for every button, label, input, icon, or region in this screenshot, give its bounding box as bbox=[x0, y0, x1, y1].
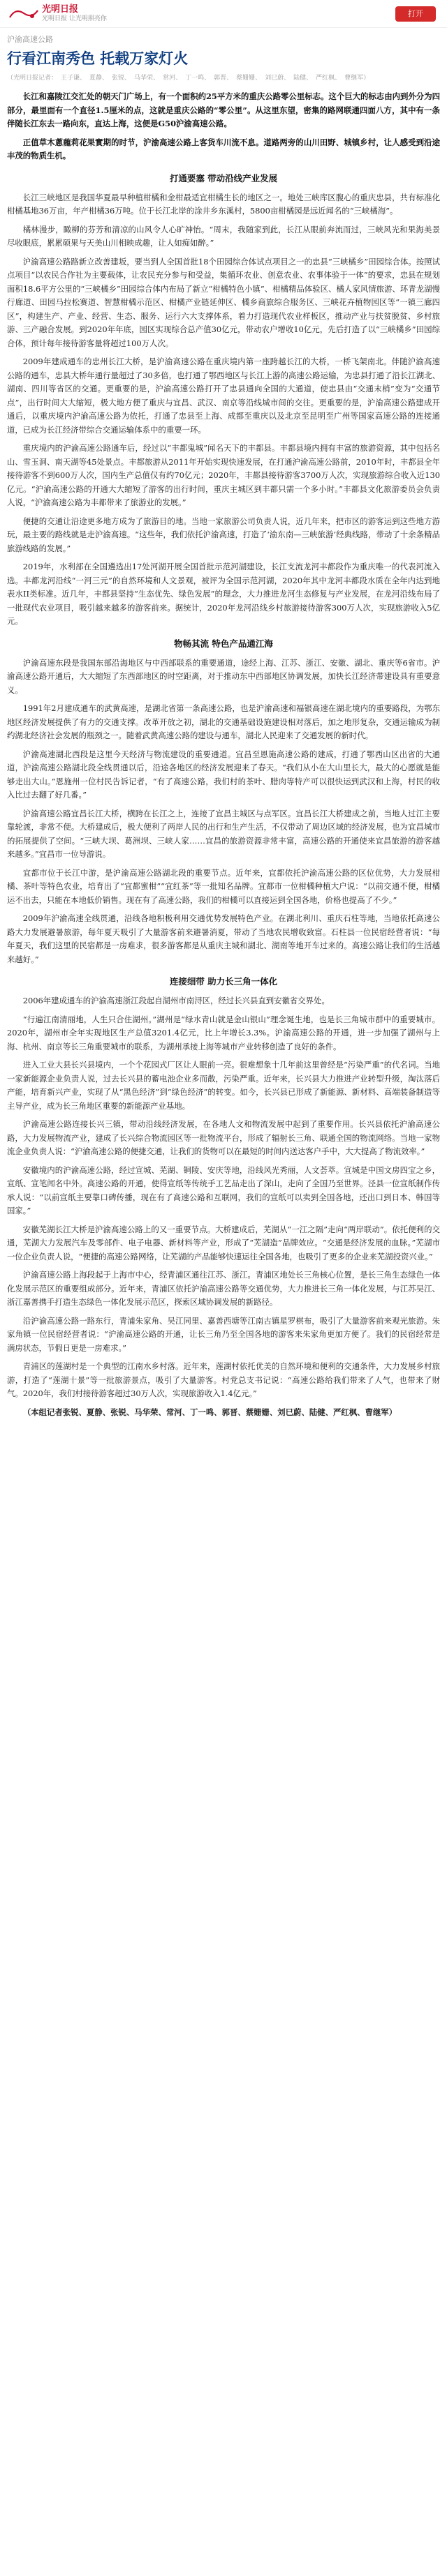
brand-logo-icon bbox=[8, 6, 39, 22]
open-app-button[interactable]: 打开 bbox=[395, 6, 436, 22]
body-paragraph: 沿沪渝高速公路一路东行，青浦朱家角、吴江同里、嘉善西塘等江南古镇星罗棋布，吸引了大量游客前来观光旅游。朱家角镇一位民宿经营者说：“沪渝高速公路的开通，让长三角乃至全国各地的游客来朱家角更加方便了。我们的民宿经常是满房状态，节假日更是一房难求。” bbox=[7, 1315, 440, 1353]
meta-item: 夏静、 bbox=[89, 75, 109, 82]
body-paragraph: 青浦区的莲湖村是一个典型的江南水乡村落。近年来，莲湖村依托优美的自然环境和便利的交通条件，大力发展乡村旅游，打造了“莲湖十景”等一批旅游景点，吸引了大量游客。村党总支书记说：“高速公路给我们带来了人气，也带来了财气。2020年，我们村接待游客超过30万人次，实现旅游收入1.4亿元。” bbox=[7, 1361, 440, 1398]
meta-item: 曹继军） bbox=[344, 75, 370, 82]
body-paragraph: 2006年建成通车的沪渝高速浙江段起自湖州市南浔区，经过长兴县直到安徽省交界处。 bbox=[22, 996, 330, 1005]
body-paragraph: 1991年2月建成通车的武黄高速，是湖北省第一条高速公路，也是沪渝高速和福银高速在湖北境内的重要路段，为鄂东地区经济发展提供了有力的交通支撑。改革开放之初，湖北的交通基础设施建设相对落后，加之地形复杂，交通运输成为制约湖北经济社会发展的瓶颈之一。随着武黄高速公路的建设与通车，湖北人民迎来了交通发展的新时代。 bbox=[7, 703, 440, 740]
body-paragraph: 长江三峡地区是我国华夏最早种植柑橘和金柑最适宜柑橘生长的地区之一。地处三峡库区腹心的重庆忠县，共有标准化柑橘基地36万亩，年产柑橘36万吨。位于长江北岸的涂井乡东溪村，5800亩柑橘园是远近闻名的“三峡橘海”。 bbox=[7, 192, 440, 216]
section1-heading: 打通要塞 带动沿线产业发展 bbox=[169, 172, 278, 184]
body-paragraph: 安徽芜湖长江大桥是沪渝高速公路上的又一重要节点。大桥建成后，芜湖从“一江之隔”走向“两岸联动”。依托便利的交通，芜湖大力发展汽车及零部件、电子电器、新材料等产业，形成了“芜湖造”品牌效应。“交通是经济发展的血脉。”芜湖市一位企业负责人说，“便捷的高速公路网络，让芜湖的产品能够快速运往全国各地，也吸引了更多的企业来芜湖投资兴业。” bbox=[7, 1224, 440, 1261]
section1-body bbox=[7, 191, 440, 629]
body-paragraph: 沪渝高速公路连接长兴三镇，带动沿线经济发展，在各地人文和物流发展中起到了重要作用。长兴县依托沪渝高速公路，大力发展物流产业，建成了长兴综合物流园区等一批物流平台，形成了辐射长三角、联通全国的物流网络。当地一家物流企业负责人说：“沪渝高速公路的便捷交通，让我们的货物可以在最短的时间内送达客户手中，大大提高了物流效率。” bbox=[7, 1119, 440, 1156]
meta-item: （光明日报记者： bbox=[7, 75, 58, 82]
body-paragraph: 进入工业大县长兴县境内，一个个花园式厂区让人眼前一亮。很难想象十几年前这里曾经是“污染严重”的代名词。当地一家新能源企业负责人说，过去长兴县的蓄电池企业多而散，污染严重。近年来，长兴县大力推进产业转型升级，淘汰落后产能，培育新兴产业，实现了从“黑色经济”到“绿色经济”的转变。如今，长兴县已形成了新能源、新材料、高端装备制造等主导产业，成为长三角地区重要的新能源产业基地。 bbox=[7, 1060, 440, 1111]
body-paragraph: 宜都市位于长江中游，是沪渝高速公路湖北段的重要节点。近年来，宜都依托沪渝高速公路的区位优势，大力发展柑橘、茶叶等特色农业，培育出了“宜都蜜柑”“宜红茶”等一批知名品牌。宜都市一位柑橘种植大户说：“以前交通不便，柑橘运不出去，只能在本地低价销售。现在有了高速公路，我们的柑橘可以直接运到全国各地，价格也提高了不少。” bbox=[7, 867, 440, 905]
article-meta bbox=[7, 74, 440, 83]
section3-body bbox=[7, 994, 440, 1401]
brand-slogan: 光明日报 让光明照亮你 bbox=[42, 15, 107, 22]
body-paragraph: 便捷的交通让沿途更多地方成为了旅游目的地。当地一家旅游公司负责人说，近几年来，把市区的游客运到这些地方游玩，最主要的路线就是走沪渝高速。“这些年，我们依托沪渝高速，打造了‘渝东南—三峡旅游’经典线路，带动了十余条精品旅游线路的发展。” bbox=[7, 516, 440, 553]
lead-paragraph: 长江和嘉陵江交汇处的朝天门广场上，有一个面积约25平方米的重庆公路零公里标志。这个巨大的标志由内到外分为四部分，最里面有一个直径1.5厘米的点，这就是重庆公路的“零公里”。从这里东望，密集的路网联通四面八方，其中有一条伴随长江东去一路向东，直达上海，这便是G50沪渝高速公路。 bbox=[7, 91, 440, 128]
body-paragraph: “行遍江南清丽地，人生只合住湖州。”湖州是“绿水青山就是金山银山”理念诞生地，也是长三角城市群中的重要城市。2020年，湖州市全年实现地区生产总值3201.4亿元，比上年增长3.3%。沪渝高速公路的开通，进一步加强了湖州与上海、杭州、南京等长三角重要城市的联系，为湖州承接上海等城市产业转移创造了良好的条件。 bbox=[7, 1014, 440, 1051]
author-credit: （本组记者张锐、夏静、张锐、马华荣、常河、丁一鸣、郭晋、蔡姗姗、刘巳蔚、陆健、严红枫、曹继军） bbox=[22, 1407, 397, 1417]
meta-item: 王子谦、 bbox=[61, 75, 87, 82]
brand-name: 光明日报 bbox=[42, 4, 79, 15]
body-paragraph: 沪渝高速公路上海段起于上海市中心，经青浦区通往江苏、浙江。青浦区地处长三角核心位置，是长三角生态绿色一体化发展示范区的重要组成部分。近年来，青浦区依托沪渝高速公路等交通优势，大力推进长三角一体化发展，与江苏吴江、浙江嘉善携手打造生态绿色一体化发展示范区，探索区域协调发展的新路径。 bbox=[7, 1270, 440, 1307]
body-paragraph: 重庆境内的沪渝高速公路通车后，经过以“丰都鬼城”闻名天下的丰都县。丰都县境内拥有丰富的旅游资源，其中包括名山、雪玉洞、南天湖等45处景点。丰都旅游从2011年开始实现快速发展，在打通沪渝高速公路前，2010年时，丰都县全年接待游客不到600万人次，国内生产总值仅有约70亿元；2020年，丰都县接待游客3700万人次，实现旅游综合收入近130亿元。“沪渝高速公路的开通大大缩短了游客的出行时间，重庆主城区到丰都只需一个多小时。”丰都县文化旅游委员会负责人说，“沪渝高速公路为丰都带来了旅游业的发展。” bbox=[7, 443, 440, 507]
section2-heading: 物畅其流 特色产品通江海 bbox=[174, 638, 273, 649]
article-title: 行看江南秀色 托载万家灯火 bbox=[7, 50, 189, 67]
top-bar bbox=[0, 0, 447, 28]
meta-item: 马华荣、 bbox=[134, 75, 160, 82]
section2-body bbox=[7, 657, 440, 967]
body-paragraph: 2009年沪渝高速全线贯通，沿线各地积极利用交通优势发展特色产业。在湖北利川、重庆石柱等地，当地依托高速公路大力发展避暑旅游，每年夏天吸引了大量游客前来避暑消夏，带动了当地农民增收致富。石柱县一位民宿经营者说：“每年夏天，我们这里的民宿都是一房难求，很多游客都是从重庆主城和湖北、湖南等地开车过来的。高速公路让我们的生活越来越好。” bbox=[7, 913, 440, 964]
meta-item: 严红枫、 bbox=[316, 75, 342, 82]
channel-label: 沪渝高速公路 bbox=[7, 35, 53, 44]
meta-item: 张锐、 bbox=[112, 75, 131, 82]
meta-item: 陆健、 bbox=[293, 75, 313, 82]
brand-block bbox=[42, 4, 107, 23]
body-paragraph: 安徽境内的沪渝高速公路，经过宣城、芜湖、铜陵、安庆等地，沿线风光秀丽，人文荟萃。宣城是中国文房四宝之乡，宣纸、宣笔闻名中外。高速公路的开通，使得宣纸等传统手工艺品走出了深山，走向了全国乃至世界。泾县一位宣纸制作传承人说：“以前宣纸主要靠口碑传播，现在有了高速公路和互联网，我们的宣纸可以卖到全国各地，还出口到日本、韩国等国家。” bbox=[7, 1165, 440, 1215]
body-paragraph: 沪渝高速公路宜昌长江大桥，横跨在长江之上，连接了宜昌主城区与点军区。宜昌长江大桥建成之前，当地人过江主要靠轮渡，非常不便。大桥建成后，极大便利了两岸人民的出行和生产生活，不仅带动了周边区域的经济发展，也为宜昌城市的拓展提供了空间。“三峡大坝、葛洲坝、三峡人家……宜昌的旅游资源非常丰富，高速公路的开通使来宜昌旅游的游客越来越多。”宜昌市一位导游说。 bbox=[7, 808, 440, 859]
article bbox=[7, 32, 440, 1424]
section3-heading: 连接细带 助力长三角一体化 bbox=[169, 976, 278, 987]
meta-item: 常河、 bbox=[163, 75, 182, 82]
intro-paragraph: 正值草木蔥蘢莉花果實期的时节，沪渝高速公路上客货车川流不息。道路两旁的山川田野、城镇乡村，让人感受到沿途丰茂的物质生机。 bbox=[7, 137, 440, 160]
meta-item: 丁一鸣、 bbox=[185, 75, 211, 82]
body-paragraph: 2019年，水利部在全国遴选出17处河湖开展全国首批示范河湖建设，长江支流龙河丰都段作为重庆唯一的代表河流入选。丰都龙河沿线“一河三元”的自然环境和人文景观，被评为全国示范河湖，2020年其中龙河丰都段水质在全年内达到地表水II类标准。近几年，丰都县坚持“生态优先、绿色发展”的理念，大力推进龙河生态修复与产业发展，在龙河沿线布局了一批现代农业项目，吸引越来越多的游客前来。据统计，2020年龙河沿线乡村旅游接待游客300万人次，实现旅游收入5亿元。 bbox=[7, 562, 440, 626]
body-paragraph: 沪渝高速公路路新立改善建坂，要当到人全国首批18个田园综合体试点项目之一的忠县“三峡橘乡”田园综合体。按照试点项目“以农民合作社为主要载体，让农民充分参与和受益，集循环农业、创意农业、农事体验于一体”的要求，忠县在规划面积18.6平方公里的“三峡橘乡”田园综合体内布局了新立“柑橘特色小镇”、柑橘精品体验区、橘人家风情旅游、环青龙湖慢行廊道、田园马拉松赛道、智慧柑橘示范区、柑橘产业链延伸区、橘乡商旅综合服务区、三峡花卉植物园区等“一镇三廊四区”，构建生产、产业、经营、生态、服务、运行六大支撑体系，着力打造现代农业样板区，推动产业与扶贫脱贫、乡村旅游、三产融合发展。到2020年年底，园区实现综合总产值30亿元，带动农户增收10亿元，先后打造了以“三峡橘乡”田园综合体，预计每年接待游客量将超过100万人次。 bbox=[7, 256, 440, 348]
meta-item: 刘巳蔚、 bbox=[265, 75, 291, 82]
meta-item: 蔡姗姗、 bbox=[236, 75, 262, 82]
meta-item: 郭晋、 bbox=[214, 75, 233, 82]
body-paragraph: 沪渝高速湖北西段是这里今天经济与物流建设的重要通道。宜昌至恩施高速公路的建成，打通了鄂西山区出省的大通道，沪渝高速公路湖北段全线贯通以后，沿途各地区的经济发展迎来了春天。“我们从小在大山里长大，最大的心愿就是能够走出大山。”恩施州一位村民告诉记者，“有了高速公路，我们村的茶叶、腊肉等特产可以很快运到武汉和上海，村民的收入比过去翻了好几番。” bbox=[7, 749, 440, 800]
body-paragraph: 2009年建成通车的忠州长江大桥，是沪渝高速公路在重庆境内第一座跨越长江的大桥，一桥飞架南北。伴随沪渝高速公路的通车，忠县大桥年通行量超过了30多倍，也打通了鄂西地区与长江上游的高速公路运输，为忠县打通了沿长江湖北、湖南、四川等省区的交通。更重要的是，沪渝高速公路打开了忠县通向全国的大通道，使忠县由“交通末梢”变为“交通节点”，出行时间大大缩短，极大地方便了重庆与宜昌、武汉、南京等沿线城市间的交往。更重要的是，沪渝高速公路建成开通后，以重庆境内沪渝高速公路为依托，打通了忠县至上海、成都至重庆以及北京至昆明至广州等国家高速公路的连接通道，已成为长江经济带综合交通运输体系中的重要一环。 bbox=[7, 357, 440, 435]
body-paragraph: 橘林漫步，瞰柳的芬芳和清凉的山风令人心旷神怡。“周末，我随家到此，长江从眼前奔流而过，三峡风光和果海美景尽收眼底，累累硕果与天美山川相映成趣，让人如痴如醉。” bbox=[7, 224, 440, 248]
body-paragraph: 沪渝高速东段是我国东部沿海地区与中西部联系的重要通道，途经上海、江苏、浙江、安徽、湖北、重庆等6省市。沪渝高速公路开通后，大大缩短了东西部地区的时空距离，对于推动东中西部地区协调发展，加快长江经济带建设具有重要意义。 bbox=[7, 657, 440, 695]
